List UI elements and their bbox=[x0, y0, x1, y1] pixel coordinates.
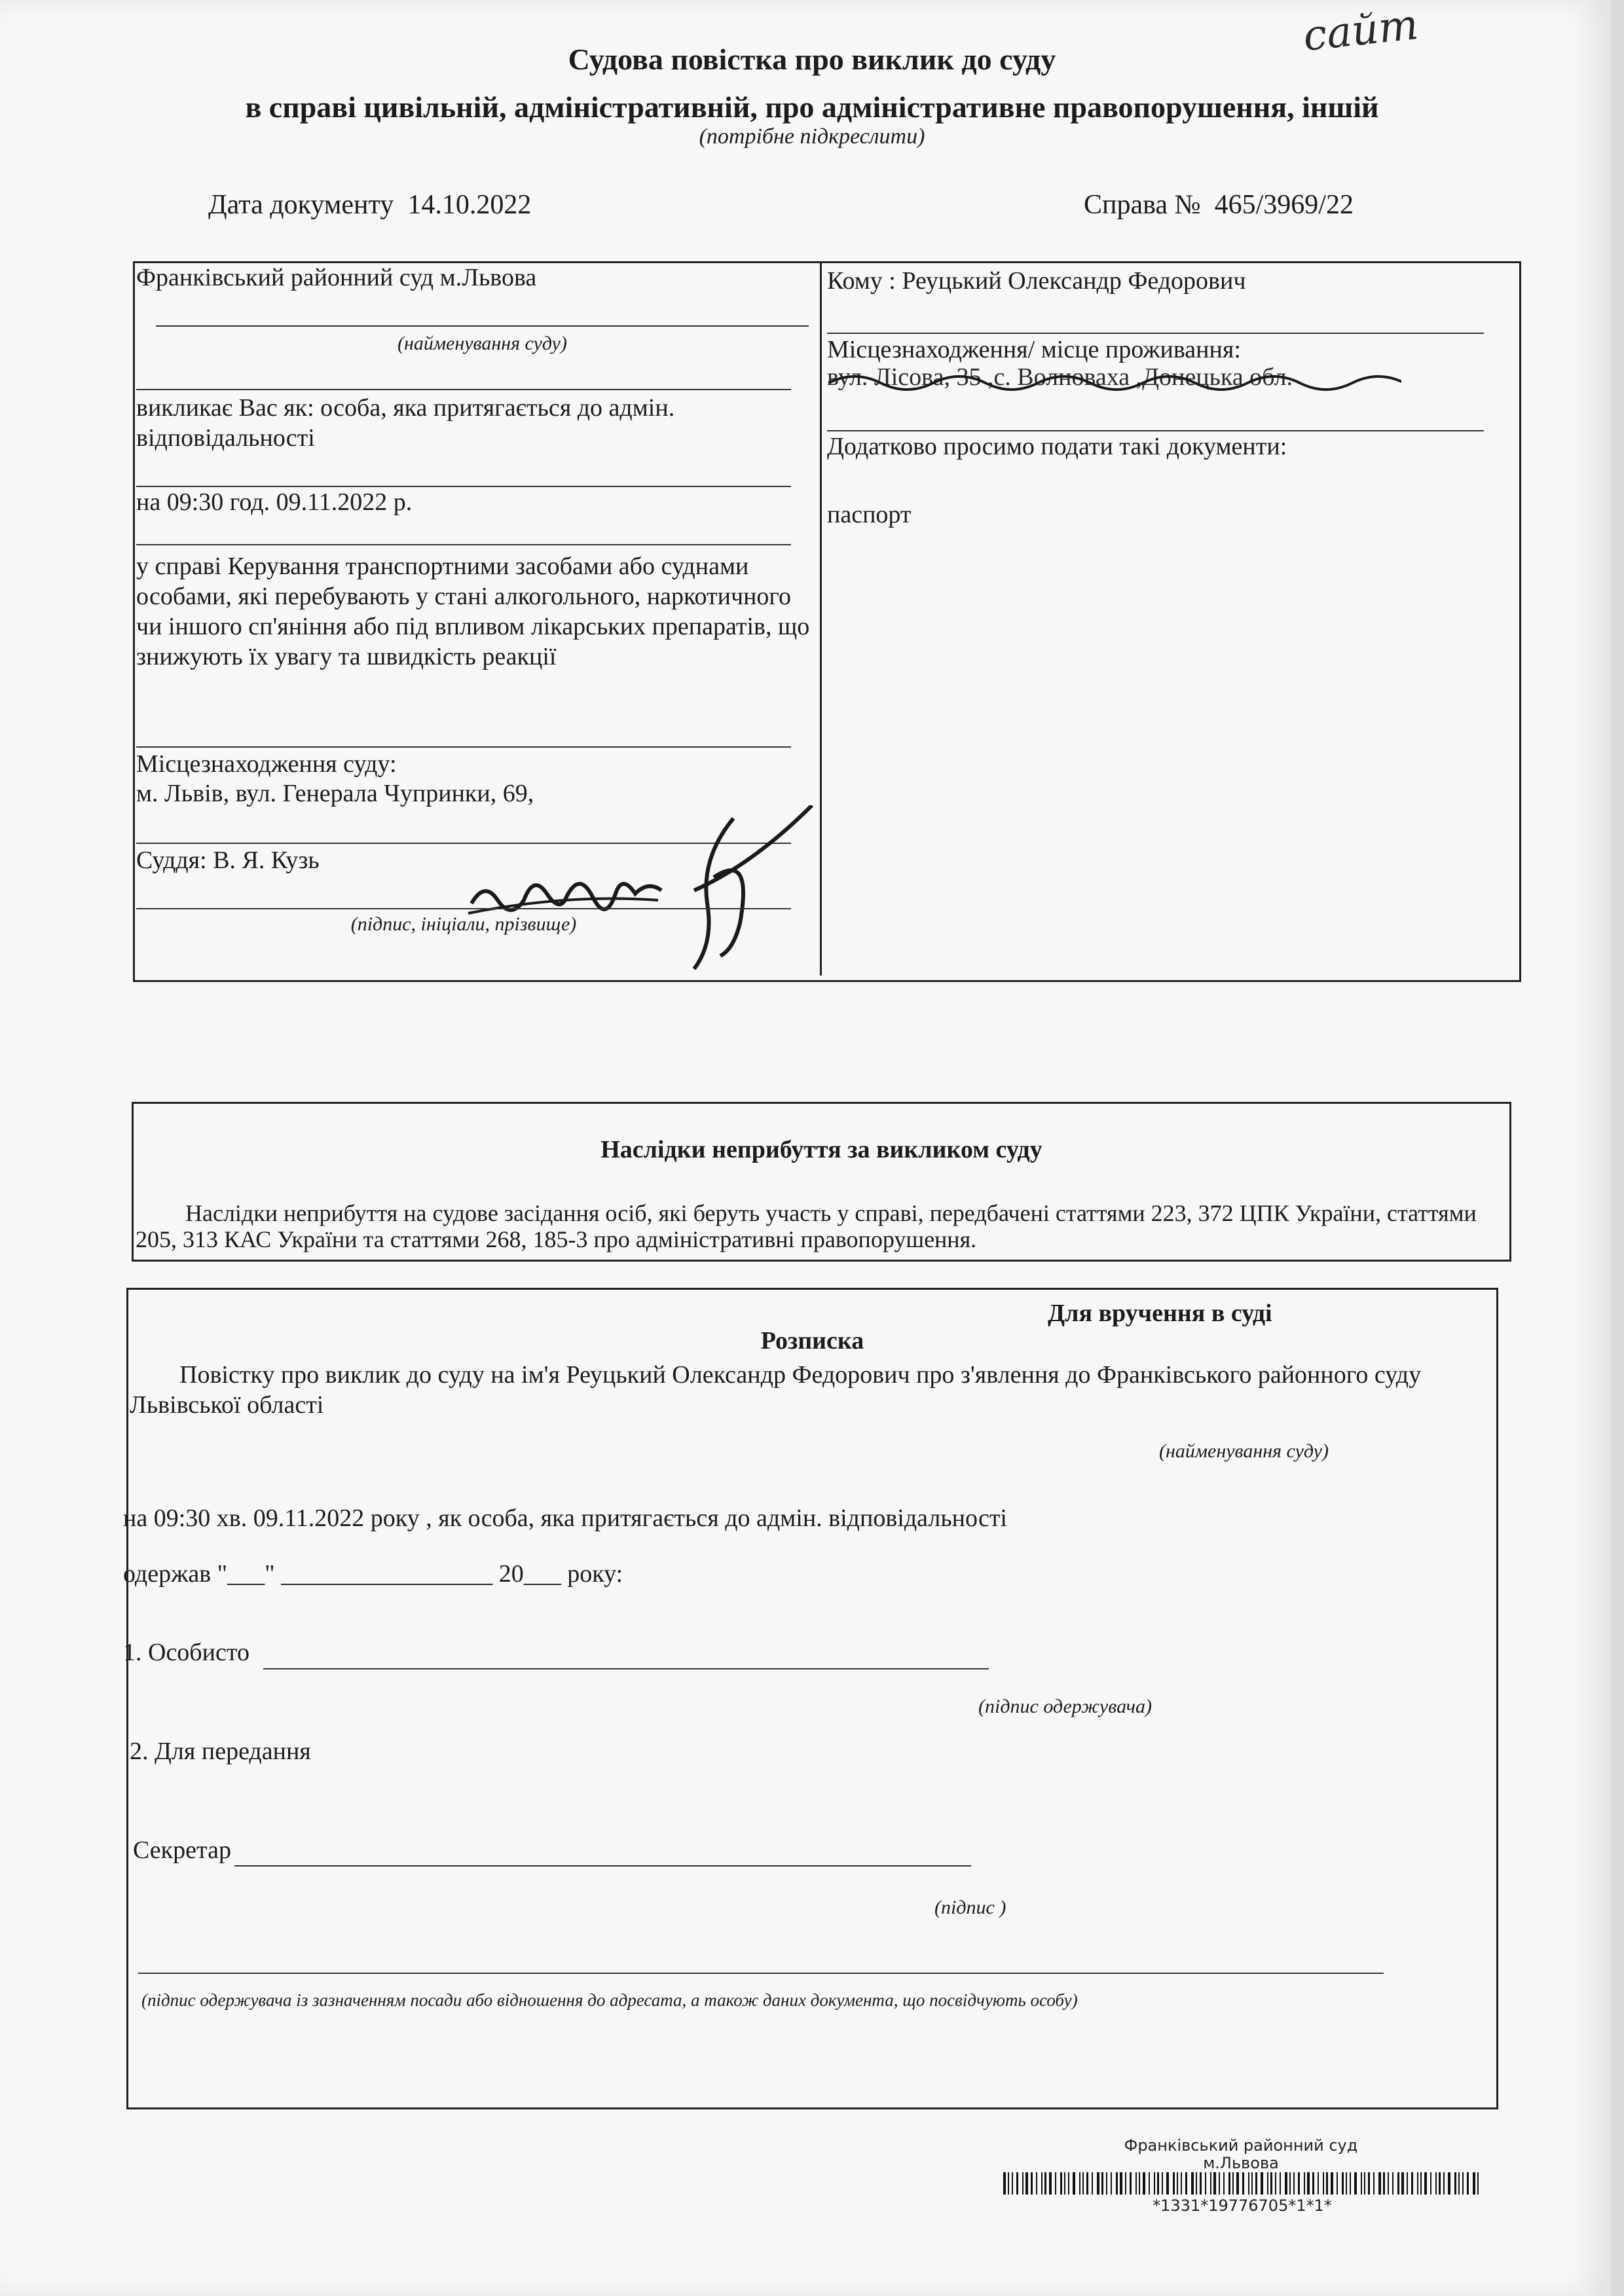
rule-3 bbox=[136, 544, 791, 545]
date-value: 14.10.2022 bbox=[407, 190, 532, 220]
document-title: Судова повістка про виклик до суду bbox=[568, 43, 1056, 76]
right-rule-2 bbox=[827, 430, 1484, 431]
court-name-rule bbox=[156, 325, 809, 327]
bottom-rule bbox=[138, 1973, 1384, 1974]
receipt-time-line: на 09:30 хв. 09.11.2022 року , як особа, яка притягається до адмін. відповідальності bbox=[123, 1504, 1007, 1532]
receipt-line1: Повістку про виклик до суду на ім'я Реуцький Олександр Федорович про з'явлення до Франківського районного суду Львівської області bbox=[130, 1361, 1422, 1419]
court-location-label: Місцезнаходження суду: bbox=[136, 750, 397, 778]
receipt-title: Розписка bbox=[760, 1327, 864, 1355]
for-court-delivery: Для вручення в суді bbox=[1048, 1300, 1272, 1327]
court-name-caption: (найменування суду) bbox=[397, 333, 567, 354]
rule-2 bbox=[136, 486, 791, 487]
case-value: 465/3969/22 bbox=[1214, 190, 1354, 220]
receipt-received-line: одержав "___" _________________ 20___ року: bbox=[123, 1560, 623, 1588]
recipient: Кому : Реуцький Олександр Федорович bbox=[827, 267, 1246, 295]
address-value: вул. Лісова, 35 ,с. Волноваха ,Донецька обл. bbox=[827, 363, 1293, 391]
secretary-caption: (підпис ) bbox=[934, 1897, 1006, 1918]
bottom-caption: (підпис одержувача із зазначенням посади або відношення до адресата, а також даних документа, що посвідчують особу) bbox=[141, 1990, 1078, 2010]
secretary-rule bbox=[234, 1865, 971, 1867]
barcode bbox=[1003, 2172, 1481, 2195]
document-subtitle: (потрібне підкреслити) bbox=[699, 124, 925, 149]
footer-court-city: м.Львова bbox=[1203, 2154, 1279, 2172]
receipt-transfer: 2. Для передання bbox=[130, 1738, 311, 1765]
address-label: Місцезнаходження/ місце проживання: bbox=[827, 336, 1241, 363]
barcode-text: *1331*19776705*1*1* bbox=[1153, 2196, 1332, 2215]
documents-label: Додатково просимо подати такі документи: bbox=[827, 433, 1287, 460]
date-label: Дата документу bbox=[208, 190, 394, 220]
signature-caption: (підпис, ініціали, прізвище) bbox=[350, 913, 577, 935]
judge-signature bbox=[458, 805, 851, 975]
personally-caption: (підпис одержувача) bbox=[978, 1696, 1152, 1717]
receipt-secretary: Секретар bbox=[133, 1836, 231, 1864]
rule-6 bbox=[136, 908, 791, 909]
receipt-personally: 1. Особисто bbox=[123, 1639, 249, 1666]
document-title-line2: в справі цивільній, адміністративній, про адміністративне правопорушення, іншій bbox=[245, 90, 1379, 124]
rule-4 bbox=[136, 746, 791, 748]
summons-as: викликає Вас як: особа, яка притягається до адмін. відповідальності bbox=[136, 394, 675, 452]
court-name: Франківський районний суд м.Львова bbox=[136, 264, 537, 291]
judge-name: Суддя: В. Я. Кузь bbox=[136, 847, 320, 874]
receipt-court-caption: (найменування суду) bbox=[1159, 1440, 1329, 1462]
rule-1 bbox=[136, 389, 791, 390]
consequences-body: Наслідки неприбуття на судове засідання осіб, які беруть участь у справі, передбачені статтями 223, 372 ЦПК України, статтями 205, 313 КАС України та статтями 268, 185-3 про адміністративні правопорушення. bbox=[136, 1200, 1477, 1252]
personally-rule bbox=[263, 1668, 989, 1669]
document-date bbox=[208, 191, 531, 219]
case-description: у справі Керування транспортними засобами або суднами особами, які перебувають у стані алкогольного, наркотичного чи іншого сп'яніння або під впливом лікарських препаратів, що знижують їх увагу та швидкість реакції bbox=[136, 553, 810, 670]
case-number bbox=[1084, 191, 1354, 219]
handwritten-corner-mark: сайт bbox=[1301, 1, 1421, 61]
court-location-value: м. Львів, вул. Генерала Чупринки, 69, bbox=[136, 780, 534, 807]
documents-value: паспорт bbox=[827, 501, 912, 528]
address-strikeout bbox=[825, 363, 1401, 393]
right-rule-1 bbox=[827, 333, 1484, 334]
hearing-time: на 09:30 год. 09.11.2022 р. bbox=[136, 488, 413, 516]
consequences-title: Наслідки неприбуття за викликом суду bbox=[600, 1136, 1043, 1163]
footer-court-name: Франківський районний суд bbox=[1124, 2136, 1358, 2155]
case-label: Справа № bbox=[1084, 190, 1201, 220]
